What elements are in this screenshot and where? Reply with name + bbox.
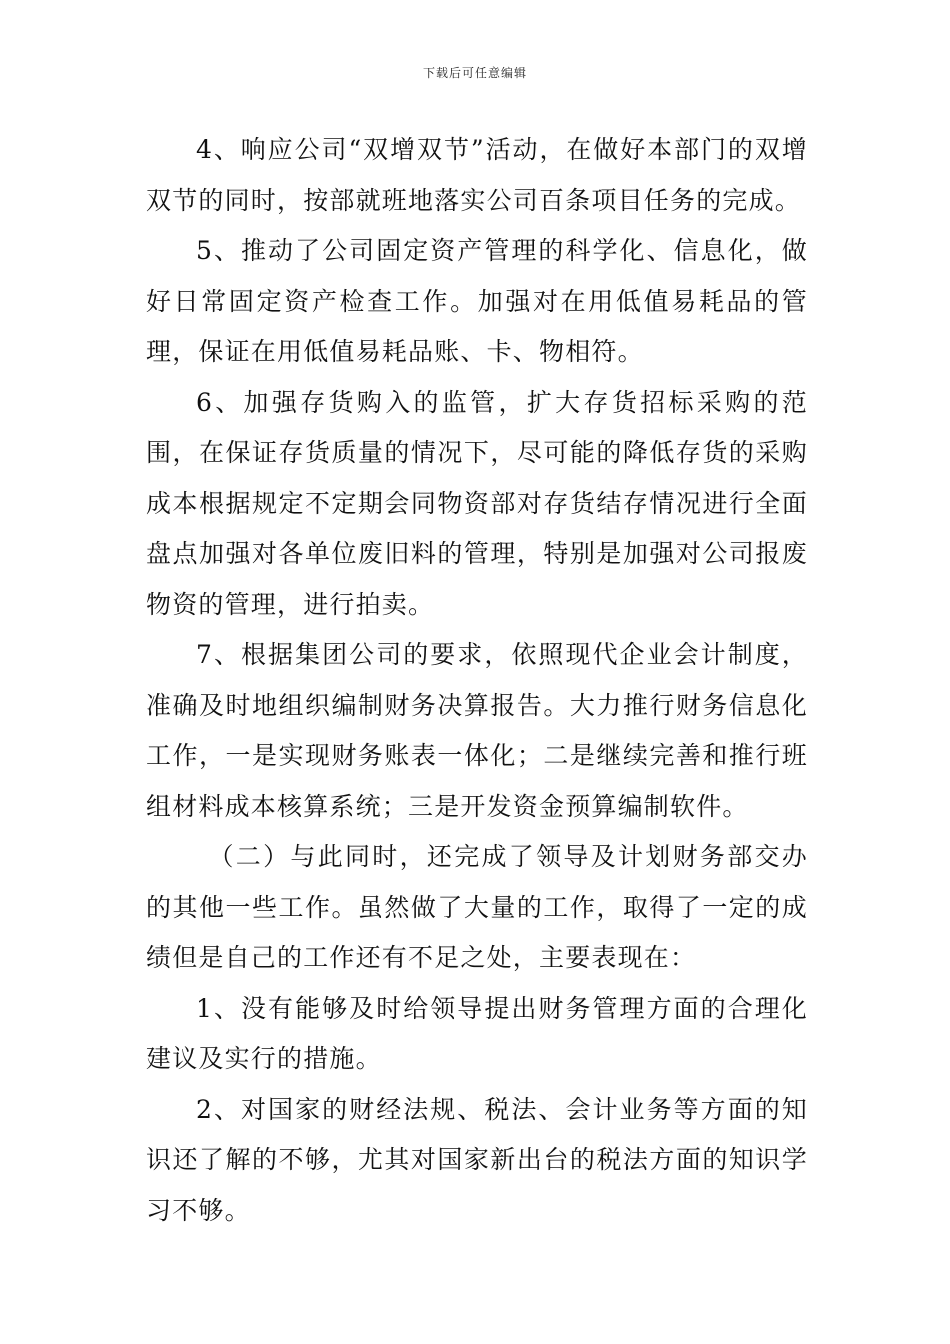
paragraph-item-5: 5、推动了公司固定资产管理的科学化、信息化，做好日常固定资产检查工作。加强对在用低值易耗品的管理，保证在用低值易耗品账、卡、物相符。: [146, 236, 808, 366]
page-header-note: 下载后可任意编辑: [422, 66, 527, 80]
paragraph-shortcoming-1: 1、没有能够及时给领导提出财务管理方面的合理化建议及实行的措施。: [146, 993, 808, 1073]
document-body: [146, 125, 808, 1236]
paragraph-item-4: 4、响应公司“双增双节”活动，在做好本部门的双增双节的同时，按部就班地落实公司百条项目任务的完成。: [146, 135, 808, 215]
paragraph-section-2: （二）与此同时，还完成了领导及计划财务部交办的其他一些工作。虽然做了大量的工作，取得了一定的成绩但是自己的工作还有不足之处，主要表现在：: [146, 842, 808, 972]
paragraph-item-7: 7、根据集团公司的要求，依照现代企业会计制度，准确及时地组织编制财务决算报告。大力推行财务信息化工作，一是实现财务账表一体化；二是继续完善和推行班组材料成本核算系统；三是开发资金预算编制软件。: [146, 640, 808, 821]
paragraph-shortcoming-2: 2、对国家的财经法规、税法、会计业务等方面的知识还了解的不够，尤其对国家新出台的税法方面的知识学习不够。: [146, 1094, 808, 1225]
paragraph-item-6: 6、加强存货购入的监管，扩大存货招标采购的范围，在保证存货质量的情况下，尽可能的降低存货的采购成本根据规定不定期会同物资部对存货结存情况进行全面盘点加强对各单位废旧料的管理，特别是加强对公司报废物资的管理，进行拍卖。: [146, 387, 808, 619]
